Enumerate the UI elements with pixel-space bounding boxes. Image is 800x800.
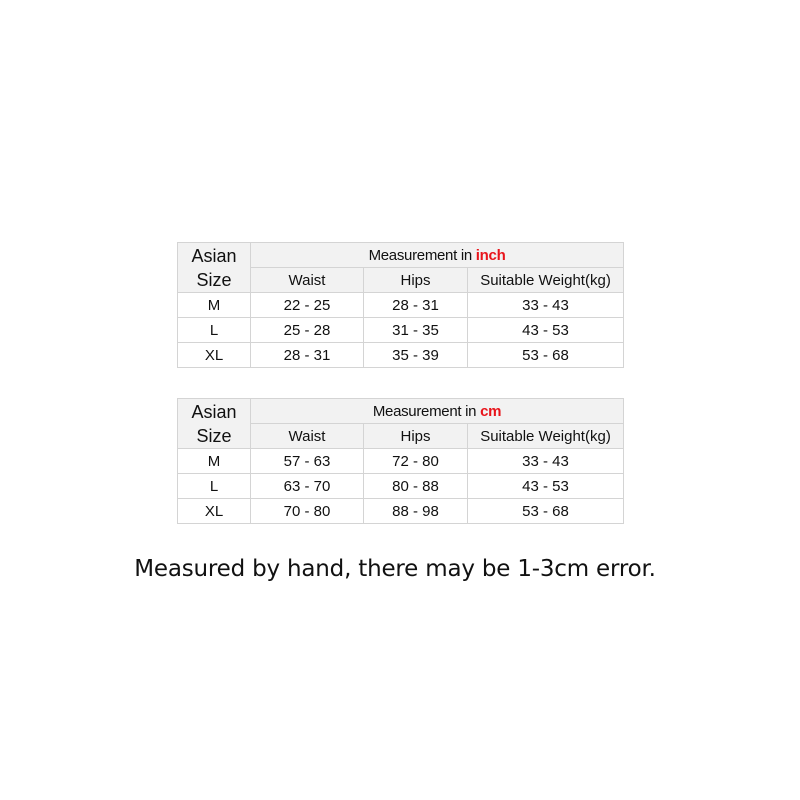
measurement-header [251,243,624,268]
asian-size-header [178,399,251,449]
size-cell: M [178,293,251,318]
weight-cell: 43 - 53 [468,318,624,343]
size-cell: L [178,474,251,499]
size-cell: XL [178,343,251,368]
table-header-row [178,399,624,424]
weight-header: Suitable Weight(kg) [468,268,624,293]
measurement-note: Measured by hand, there may be 1-3cm error. [134,556,656,582]
size-label: Size [196,269,232,290]
asian-label: Asian [191,245,237,266]
hips-cell: 31 - 35 [364,318,468,343]
weight-cell: 33 - 43 [468,449,624,474]
unit-label: inch [475,246,506,264]
measurement-prefix: Measurement in [368,246,472,264]
table-header-row [178,243,624,268]
hips-cell: 28 - 31 [364,293,468,318]
size-cell: XL [178,499,251,524]
size-table-inch [177,242,624,368]
table-row [178,449,624,474]
table-row [178,499,624,524]
waist-header: Waist [251,268,364,293]
asian-label: Asian [191,401,237,422]
waist-cell: 57 - 63 [251,449,364,474]
table-row [178,474,624,499]
weight-cell: 53 - 68 [468,343,624,368]
measurement-prefix: Measurement in [372,402,477,420]
hips-cell: 35 - 39 [364,343,468,368]
hips-header: Hips [364,268,468,293]
weight-cell: 53 - 68 [468,499,624,524]
table-row [178,343,624,368]
size-cell: M [178,449,251,474]
waist-cell: 22 - 25 [251,293,364,318]
measurement-header [251,399,624,424]
size-label: Size [196,425,232,446]
hips-cell: 88 - 98 [364,499,468,524]
waist-cell: 25 - 28 [251,318,364,343]
waist-cell: 70 - 80 [251,499,364,524]
weight-header: Suitable Weight(kg) [468,424,624,449]
weight-cell: 33 - 43 [468,293,624,318]
waist-cell: 28 - 31 [251,343,364,368]
table-row [178,318,624,343]
table-row [178,293,624,318]
waist-cell: 63 - 70 [251,474,364,499]
unit-label: cm [480,402,502,420]
hips-header: Hips [364,424,468,449]
hips-cell: 80 - 88 [364,474,468,499]
weight-cell: 43 - 53 [468,474,624,499]
size-cell: L [178,318,251,343]
hips-cell: 72 - 80 [364,449,468,474]
size-table-cm [177,398,624,524]
waist-header: Waist [251,424,364,449]
asian-size-header [178,243,251,293]
